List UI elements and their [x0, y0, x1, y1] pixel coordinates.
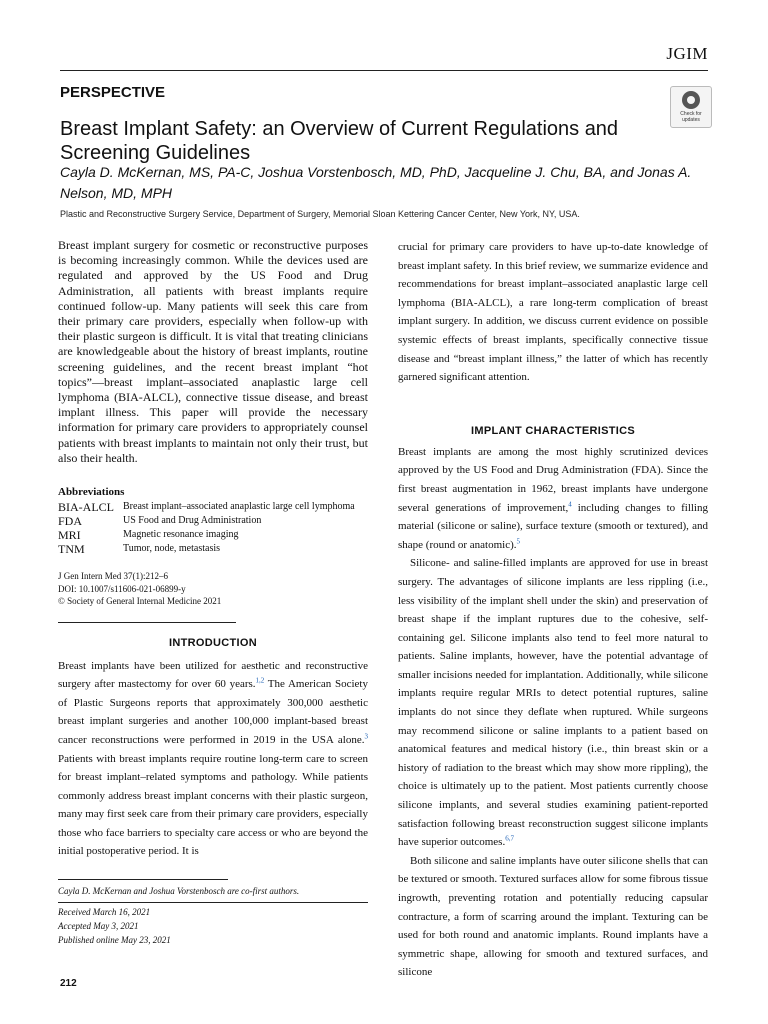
left-column: [58, 238, 368, 947]
author-list: Cayla D. McKernan, MS, PA-C, Joshua Vorstenbosch, MD, PhD, Jacqueline J. Chu, BA, and Jonas A. Nelson, MD, MPH: [60, 164, 692, 201]
text-run: including changes to filling material (silicone or saline), surface texture (smooth or textured), and shape (round or anatomic).: [398, 501, 708, 551]
text-run: The American Society of Plastic Surgeons reports that approximately 300,000 aesthetic breast implant surgeries and another 100,000 implant-based breast cancer reconstructions were performed in 2019 in the USA alone.: [58, 678, 368, 746]
section-label: PERSPECTIVE: [60, 84, 166, 101]
implant-paragraph-1: [398, 443, 708, 555]
reference-link[interactable]: 3: [364, 732, 368, 741]
reference-link[interactable]: 4: [568, 499, 572, 508]
introduction-paragraph: [58, 657, 368, 862]
doi[interactable]: DOI: 10.1007/s11606-021-06899-y: [58, 583, 186, 594]
implant-paragraph-2: [398, 554, 708, 852]
abbreviation-definition: US Food and Drug Administration: [123, 515, 262, 527]
table-row: [58, 528, 355, 542]
check-for-updates-badge[interactable]: [670, 86, 712, 128]
text-run: Breast implants have been utilized for aesthetic and reconstructive surgery after mastectomy for over 60 years.: [58, 659, 368, 691]
text-run: Breast implants are among the most highly scrutinized devices approved by the US Food and Drug Administration (FDA). Since the first breast augmentation in 1962, breast implants have undergone several generations of improvement,: [398, 445, 708, 514]
introduction-heading: INTRODUCTION: [169, 636, 257, 649]
received-date: Received March 16, 2021: [58, 907, 151, 918]
abstract: Breast implant surgery for cosmetic or reconstructive purposes is becoming increasingly common. While the devices used are regulated and approved by the US Food and Drug Administration, all patients with breast implants require continued follow-up. Many patients will seek this care from their primary care providers, especially when follow-up with their plastic surgeon is difficult. It is vital that treating clinicians are knowledgeable about the history of breast implants, routine screening guidelines, and the recent breast implant “hot topics”—breast implant–associated anaplastic large cell lymphoma (BIA-ALCL), connective tissue disease, and breast implant illness. This paper will provide the necessary information for primary care providers to appropriately counsel patients with breast implants to maintain not only their trust, but also their health.: [58, 238, 368, 465]
header-rule: [60, 70, 708, 71]
check-for-updates-icon: [682, 91, 700, 109]
co-first-author-note: Cayla D. McKernan and Joshua Vorstenbosch are co-first authors.: [58, 886, 300, 897]
text-run: Silicone- and saline-filled implants are approved for use in breast surgery. The advantages of silicone implants are less rippling (i.e., less visibility of the implant shell under the skin) and preservation of breast shape if the implant ruptures due to the cohesive, self-containing gel. Silicone implants also tend to feel more natural to patients. Saline implants, however, have the potential advantage of smaller incisions needed for implantation. Additionally, while silicone implants require regular MRIs to detect potential ruptures, saline implants do not since they deflate when ruptured. While surgeons may recommend silicone or saline implants to a patient based on anatomical features and medical history (i.e., thin breast skin or a history of radiation to the breast which may show more rippling), the choice is ultimately up to the patient. Most patients currently choose silicone implants, and several studies examining patient-reported satisfaction following breast reconstruction suggest silicone implants have superior outcomes.: [398, 557, 708, 849]
table-row: [58, 514, 355, 528]
page-number: 212: [60, 978, 77, 989]
footnote-divider: [58, 902, 368, 903]
badge-label: Check for updates: [680, 111, 702, 123]
footnote-divider: [58, 879, 228, 880]
abbreviation-definition: Breast implant–associated anaplastic large cell lymphoma: [123, 501, 355, 513]
abbreviation-definition: Tumor, node, metastasis: [123, 543, 221, 555]
implant-paragraph-3: Both silicone and saline implants have outer silicone shells that can be textured or smooth. Textured surfaces allow for some fibrous tissue ingrowth, preventing rotation and potentially reducing capsular contracture, a form of scarring around the implant. Texturing can be used for both round and anatomic implants. Round implants have a symmetric shape, allowing for smooth and textured surfaces, and silicone: [398, 854, 708, 979]
divider: [58, 622, 236, 623]
right-column: [398, 238, 708, 982]
affiliation: Plastic and Reconstructive Surgery Service, Department of Surgery, Memorial Sloan Kettering Cancer Center, New York, NY, USA.: [60, 209, 580, 219]
article-title: Breast Implant Safety: an Overview of Current Regulations and Screening Guidelines: [60, 118, 619, 165]
introduction-continued: crucial for primary care providers to have up-to-date knowledge of breast implant safety. In this brief review, we summarize evidence and recommendations for breast implant–associated anaplastic large cell lymphoma (BIA-ALCL), a rare long-term complication of breast implant surgery. In addition, we discuss current evidence on possible systemic effects of breast implants, specifically connective tissue disease and “breast implant illness,” the latter of which has recently garnered significant attention.: [398, 241, 708, 384]
abbreviation: FDA: [58, 514, 83, 529]
abbreviation: BIA-ALCL: [58, 500, 114, 515]
text-run: Patients with breast implants require routine long-term care to screen for breast implant–related symptoms and pathology. While patients commonly address breast implant concerns with their plastic surgeon, many may first seek care from their primary care providers, especially those who face barriers to specialty care access or who are beyond the initial postoperative period. It is: [58, 752, 368, 858]
published-date: Published online May 23, 2021: [58, 935, 171, 946]
reference-link[interactable]: 6,7: [505, 834, 514, 843]
abbreviations-heading: Abbreviations: [58, 486, 125, 499]
journal-name: JGIM: [666, 44, 708, 63]
copyright: © Society of General Internal Medicine 2021: [58, 596, 222, 607]
citation-block: [58, 570, 368, 608]
table-row: [58, 542, 355, 556]
reference-link[interactable]: 1,2: [255, 676, 265, 685]
implant-characteristics-heading: IMPLANT CHARACTERISTICS: [471, 424, 635, 437]
table-row: [58, 500, 355, 514]
abbreviation: MRI: [58, 528, 81, 543]
abbreviation: TNM: [58, 542, 85, 557]
abbreviations-table: [58, 500, 355, 556]
accepted-date: Accepted May 3, 2021: [58, 921, 139, 932]
reference-link[interactable]: 5: [516, 537, 521, 546]
abbreviation-definition: Magnetic resonance imaging: [123, 529, 239, 541]
journal-reference: J Gen Intern Med 37(1):212–6: [58, 571, 168, 582]
